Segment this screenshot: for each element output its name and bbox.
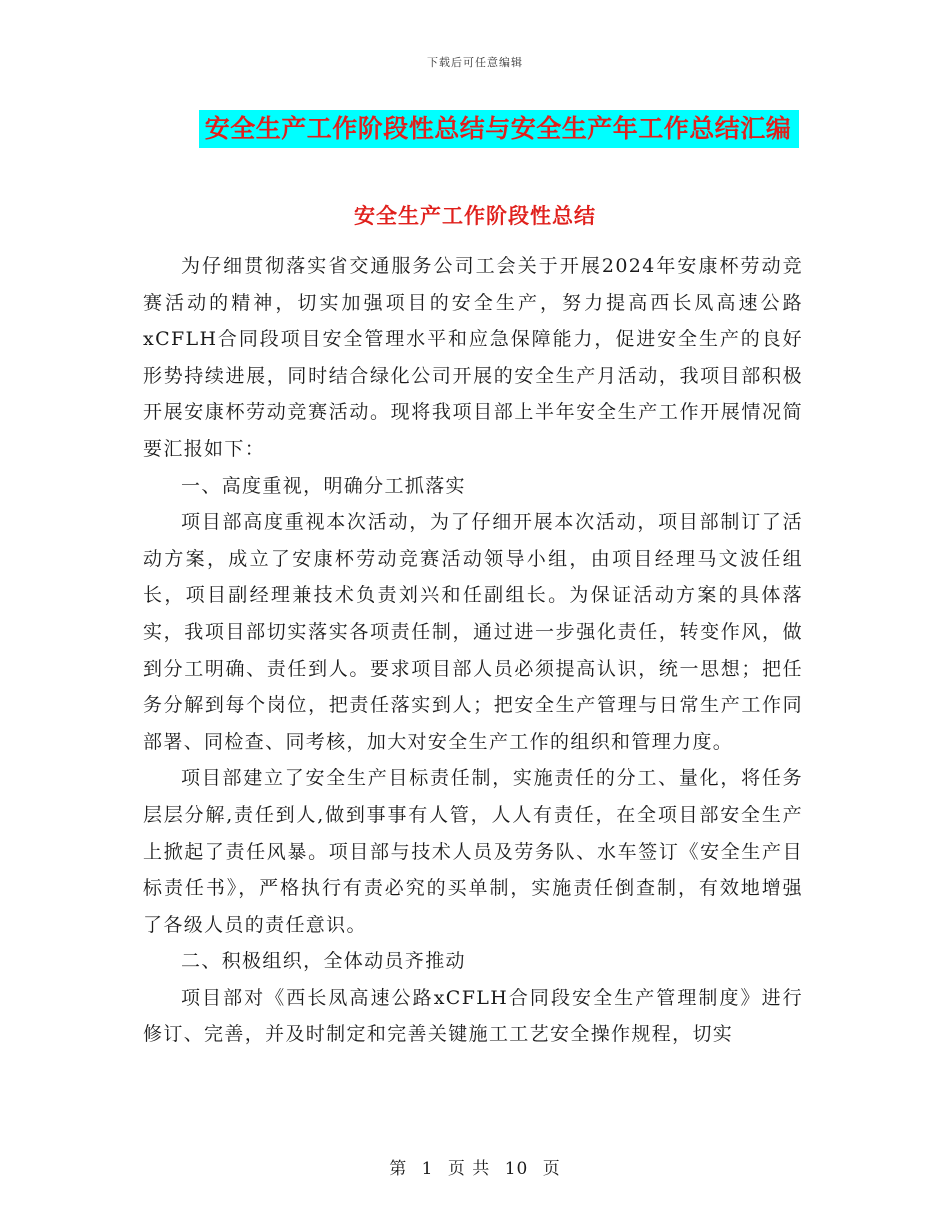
paragraph: 项目部建立了安全生产目标责任制，实施责任的分工、量化，将任务层层分解,责任到人,做到事事有人管，人人有责任，在全项目部安全生产上掀起了责任风暴。项目部与技术人员及劳务队、水车签订《安全生产目标责任书》，严格执行有责必究的买单制，实施责任倒查制，有效地增强了各级人员的责任意识。 (143, 767, 803, 936)
paragraph: 项目部对《西长凤高速公路xCFLH合同段安全生产管理制度》进行修订、完善，并及时制定和完善关键施工工艺安全操作规程，切实 (143, 986, 803, 1046)
header-note: 下载后可任意编辑 (427, 56, 523, 69)
main-title: 安全生产工作阶段性总结与安全生产年工作总结汇编 (199, 110, 800, 148)
footer-mid: 页 共 (447, 1159, 491, 1179)
paragraph: 项目部高度重视本次活动，为了仔细开展本次活动，项目部制订了活动方案，成立了安康杯劳动竞赛活动领导小组，由项目经理马文波任组长，项目副经理兼技术负责刘兴和任副组长。为保证活动方案的具体落实，我项目部切实落实各项责任制，通过进一步强化责任，转变作风，做到分工明确、责任到人。要求项目部人员必须提高认识，统一思想；把任务分解到每个岗位，把责任落实到人；把安全生产管理与日常生产工作同部署、同检查、同考核，加大对安全生产工作的组织和管理力度。 (143, 511, 803, 753)
footer-prefix: 第 (389, 1159, 408, 1179)
heading-one: 一、高度重视，明确分工抓落实 (181, 474, 466, 497)
heading-two: 二、积极组织，全体动员齐推动 (181, 950, 466, 973)
document-body (143, 248, 803, 1053)
main-title-container (0, 110, 950, 148)
page-footer (0, 1154, 950, 1179)
footer-suffix: 页 (542, 1159, 561, 1179)
section-title: 安全生产工作阶段性总结 (354, 203, 596, 228)
footer-total-pages: 10 (504, 1159, 529, 1179)
paragraph-intro: 为仔细贯彻落实省交通服务公司工会关于开展2024年安康杯劳动竞赛活动的精神，切实加强项目的安全生产，努力提高西长凤高速公路xCFLH合同段项目安全管理水平和应急保障能力，促进安全生产的良好形势持续进展，同时结合绿化公司开展的安全生产月活动，我项目部积极开展安康杯劳动竞赛活动。现将我项目部上半年安全生产工作开展情况简要汇报如下： (143, 255, 803, 460)
footer-page-number: 1 (421, 1159, 434, 1179)
